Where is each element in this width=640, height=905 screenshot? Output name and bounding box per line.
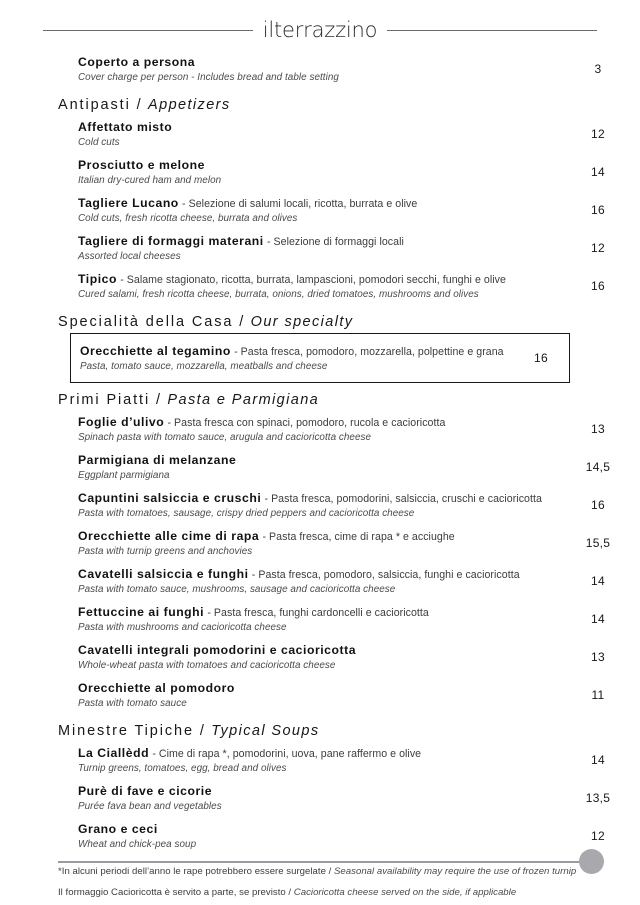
menu-item-desc-en: Pasta with tomato sauce, mushrooms, sausage and cacioricotta cheese <box>78 583 396 595</box>
menu-item-desc-en: Cured salami, fresh ricotta cheese, burrata, onions, dried tomatoes, mushrooms and olives <box>78 288 479 300</box>
menu-item[interactable] <box>0 153 640 191</box>
menu-item[interactable] <box>0 267 640 305</box>
menu-item-desc-it: - Pasta fresca, funghi cardoncelli e cacioricotta <box>207 606 429 619</box>
menu-item-name: Cavatelli salsiccia e funghi <box>78 566 249 581</box>
menu-item-desc-it: - Pasta fresca, pomodoro, salsiccia, funghi e cacioricotta <box>251 568 520 581</box>
menu-item[interactable] <box>0 191 640 229</box>
menu-item-name: Coperto a persona <box>78 54 196 69</box>
menu-item-title-line <box>78 415 548 430</box>
menu-item[interactable] <box>0 638 640 676</box>
slider-thumb[interactable] <box>579 849 604 874</box>
menu-section-primi-piatti <box>0 392 640 714</box>
menu-item-price: 13 <box>591 650 605 664</box>
menu-item-name: Fettuccine ai funghi <box>78 604 205 619</box>
menu-section-specialita <box>0 314 640 383</box>
menu-item-text <box>0 272 556 301</box>
menu-item-title-line <box>78 453 548 468</box>
menu-item[interactable] <box>71 334 569 382</box>
menu-item-title-line <box>78 605 548 620</box>
menu-item-title-line <box>78 491 548 506</box>
menu-item-price: 16 <box>591 279 605 293</box>
menu-item-name: Purè di fave e cicorie <box>78 783 213 798</box>
menu-item-title-line <box>78 746 548 761</box>
menu-section-antipasti <box>0 97 640 305</box>
menu-item-desc-en: Cold cuts <box>78 136 120 148</box>
page-slider[interactable] <box>58 849 604 875</box>
menu-item-desc-en: Pasta with mushrooms and cacioricotta cheese <box>78 621 287 633</box>
menu-item-text <box>0 120 556 149</box>
menu-item[interactable] <box>0 50 640 88</box>
special-item-box <box>70 333 570 383</box>
menu-item-name: Parmigiana di melanzane <box>78 452 237 467</box>
menu-item-title-line <box>78 272 548 287</box>
menu-item-desc-it: - Selezione di salumi locali, ricotta, burrata e olive <box>182 197 418 210</box>
menu-item[interactable] <box>0 741 640 779</box>
menu-item-name: Orecchiette al pomodoro <box>78 680 235 695</box>
menu-item[interactable] <box>0 115 640 153</box>
menu-item-desc-en: Assorted local cheeses <box>78 250 181 262</box>
menu-item-desc-it: - Pasta fresca con spinaci, pomodoro, rucola e cacioricotta <box>167 416 446 429</box>
section-heading-separator: / <box>239 314 245 330</box>
menu-item-desc-en: Pasta with tomato sauce <box>78 697 187 709</box>
section-heading-primi-piatti <box>58 392 640 408</box>
menu-item-name: Prosciutto e melone <box>78 157 205 172</box>
menu-item-desc-en: Cold cuts, fresh ricotta cheese, burrata and olives <box>78 212 298 224</box>
menu-item-text <box>71 344 513 373</box>
section-heading-separator: / <box>199 723 206 739</box>
footnote-en: Seasonal availability may require the use of frozen turnip <box>334 866 577 877</box>
menu-item-desc-it: - Salame stagionato, ricotta, burrata, lampascioni, pomodori secchi, funghi e olive <box>120 273 506 286</box>
menu-item-price: 16 <box>591 203 605 217</box>
menu-item-title-line <box>78 567 548 582</box>
menu-item-desc-it: - Cime di rapa *, pomodorini, uova, pane raffermo e olive <box>152 747 422 760</box>
menu-item-price: 16 <box>591 498 605 512</box>
menu-item-text <box>0 681 556 710</box>
menu-item-text <box>0 158 556 187</box>
menu-item[interactable] <box>0 486 640 524</box>
menu-item-title-line <box>78 681 548 696</box>
menu-item-title-line <box>78 120 548 135</box>
section-heading-minestre <box>58 723 640 739</box>
menu-item-desc-en: Cover charge per person - Includes bread and table setting <box>78 71 339 83</box>
menu-item-text <box>0 529 556 558</box>
menu-item-title-line <box>78 158 548 173</box>
brand-rule-left <box>43 30 253 31</box>
menu-item-title-line <box>80 344 505 359</box>
menu-item-price: 12 <box>591 829 605 843</box>
section-heading-en: Pasta e Parmigiana <box>167 392 320 408</box>
section-heading-en: Our specialty <box>250 314 354 330</box>
menu-item-desc-en: Wheat and chick-pea soup <box>78 838 197 850</box>
menu-item-title-line <box>78 55 548 70</box>
menu-item-text <box>0 822 556 851</box>
menu-item-desc-it: - Pasta fresca, pomodoro, mozzarella, polpettine e grana <box>234 345 504 358</box>
menu-sections <box>0 46 640 855</box>
menu-item-name: Orecchiette alle cime di rapa <box>78 528 260 543</box>
menu-item-text <box>0 55 556 84</box>
menu-item-text <box>0 643 556 672</box>
menu-item[interactable] <box>0 779 640 817</box>
menu-item-name: Grano e ceci <box>78 821 158 836</box>
menu-item[interactable] <box>0 524 640 562</box>
menu-item-desc-en: Eggplant parmigiana <box>78 469 170 481</box>
footnote-it: Il formaggio Cacioricotta è servito a parte, se previsto / <box>58 887 294 898</box>
menu-item-desc-en: Spinach pasta with tomato sauce, arugula and cacioricotta cheese <box>78 431 372 443</box>
menu-item[interactable] <box>0 600 640 638</box>
menu-item-name: Tipico <box>78 271 117 286</box>
section-heading-antipasti <box>58 97 640 113</box>
brand-rule-right <box>387 30 597 31</box>
menu-section-minestre <box>0 723 640 855</box>
menu-item-name: Affettato misto <box>78 119 173 134</box>
menu-item[interactable] <box>0 410 640 448</box>
menu-item-price: 12 <box>591 127 605 141</box>
footnote-cacioricotta <box>58 886 600 899</box>
menu-item-price: 14,5 <box>585 460 611 474</box>
section-heading-it: Specialità della Casa <box>58 314 234 330</box>
footnote-en: Cacioricotta cheese served on the side, if applicable <box>293 887 517 898</box>
section-heading-en: Typical Soups <box>211 723 320 739</box>
menu-item-price: 14 <box>591 165 605 179</box>
menu-item-text <box>0 491 556 520</box>
menu-item-price: 13 <box>591 422 605 436</box>
menu-item-desc-it: - Selezione di formaggi locali <box>266 235 404 248</box>
menu-item-desc-it: - Pasta fresca, cime di rapa * e acciughe <box>262 530 455 543</box>
slider-track[interactable] <box>58 861 604 863</box>
section-heading-it: Minestre Tipiche <box>58 723 194 739</box>
menu-item-desc-en: Pasta, tomato sauce, mozzarella, meatballs and cheese <box>80 360 328 372</box>
section-heading-it: Antipasti <box>58 97 131 113</box>
menu-item-text <box>0 453 556 482</box>
section-heading-separator: / <box>156 392 162 408</box>
menu-item-title-line <box>78 784 548 799</box>
section-heading-specialita <box>58 314 640 330</box>
menu-item-desc-en: Italian dry-cured ham and melon <box>78 174 222 186</box>
menu-item-price: 14 <box>591 612 605 626</box>
footnote-it: *In alcuni periodi dell’anno le rape potrebbero essere surgelate / <box>58 866 335 877</box>
brand-name: ilterrazzino <box>262 17 378 42</box>
menu-item-text <box>0 784 556 813</box>
menu-item[interactable] <box>0 562 640 600</box>
menu-item-desc-en: Whole-wheat pasta with tomatoes and cacioricotta cheese <box>78 659 336 671</box>
menu-item-price: 14 <box>591 753 605 767</box>
menu-item-name: Tagliere di formaggi materani <box>78 233 264 248</box>
menu-item-text <box>0 567 556 596</box>
menu-item-text <box>0 234 556 263</box>
menu-item-price: 11 <box>591 688 605 702</box>
menu-item[interactable] <box>0 229 640 267</box>
menu-item-price: 15,5 <box>585 536 611 550</box>
menu-item-desc-en: Purée fava bean and vegetables <box>78 800 222 812</box>
menu-item-text <box>0 415 556 444</box>
menu-item-title-line <box>78 822 548 837</box>
menu-item-price: 14 <box>591 574 605 588</box>
menu-item-desc-it: - Pasta fresca, pomodorini, salsiccia, cruschi e cacioricotta <box>264 492 542 505</box>
menu-item-name: Capuntini salsiccia e cruschi <box>78 490 262 505</box>
menu-item-text <box>0 605 556 634</box>
menu-item-price: 3 <box>594 62 602 76</box>
section-heading-it: Primi Piatti <box>58 392 151 408</box>
menu-item-price: 12 <box>591 241 605 255</box>
menu-item[interactable] <box>0 676 640 714</box>
section-heading-separator: / <box>136 97 143 113</box>
menu-section-cover-charge <box>0 50 640 88</box>
menu-item-title-line <box>78 196 548 211</box>
menu-item-text <box>0 196 556 225</box>
menu-item[interactable] <box>0 448 640 486</box>
menu-item-name: Tagliere Lucano <box>78 195 179 210</box>
menu-item-text <box>0 746 556 775</box>
menu-item-title-line <box>78 529 548 544</box>
section-heading-en: Appetizers <box>148 97 231 113</box>
menu-item-title-line <box>78 234 548 249</box>
menu-item-price: 16 <box>534 351 548 365</box>
menu-item-name: La Ciallèdd <box>78 745 150 760</box>
menu-item-name: Cavatelli integrali pomodorini e cacioricotta <box>78 642 357 657</box>
menu-item-desc-en: Turnip greens, tomatoes, egg, bread and olives <box>78 762 287 774</box>
menu-item-desc-en: Pasta with turnip greens and anchovies <box>78 545 253 557</box>
brand-header <box>0 0 640 46</box>
menu-item-desc-en: Pasta with tomatoes, sausage, crispy dried peppers and cacioricotta cheese <box>78 507 415 519</box>
menu-item-title-line <box>78 643 548 658</box>
menu-item-price: 13,5 <box>585 791 611 805</box>
menu-item-name: Foglie d’ulivo <box>78 414 165 429</box>
menu-item-name: Orecchiette al tegamino <box>80 343 231 358</box>
